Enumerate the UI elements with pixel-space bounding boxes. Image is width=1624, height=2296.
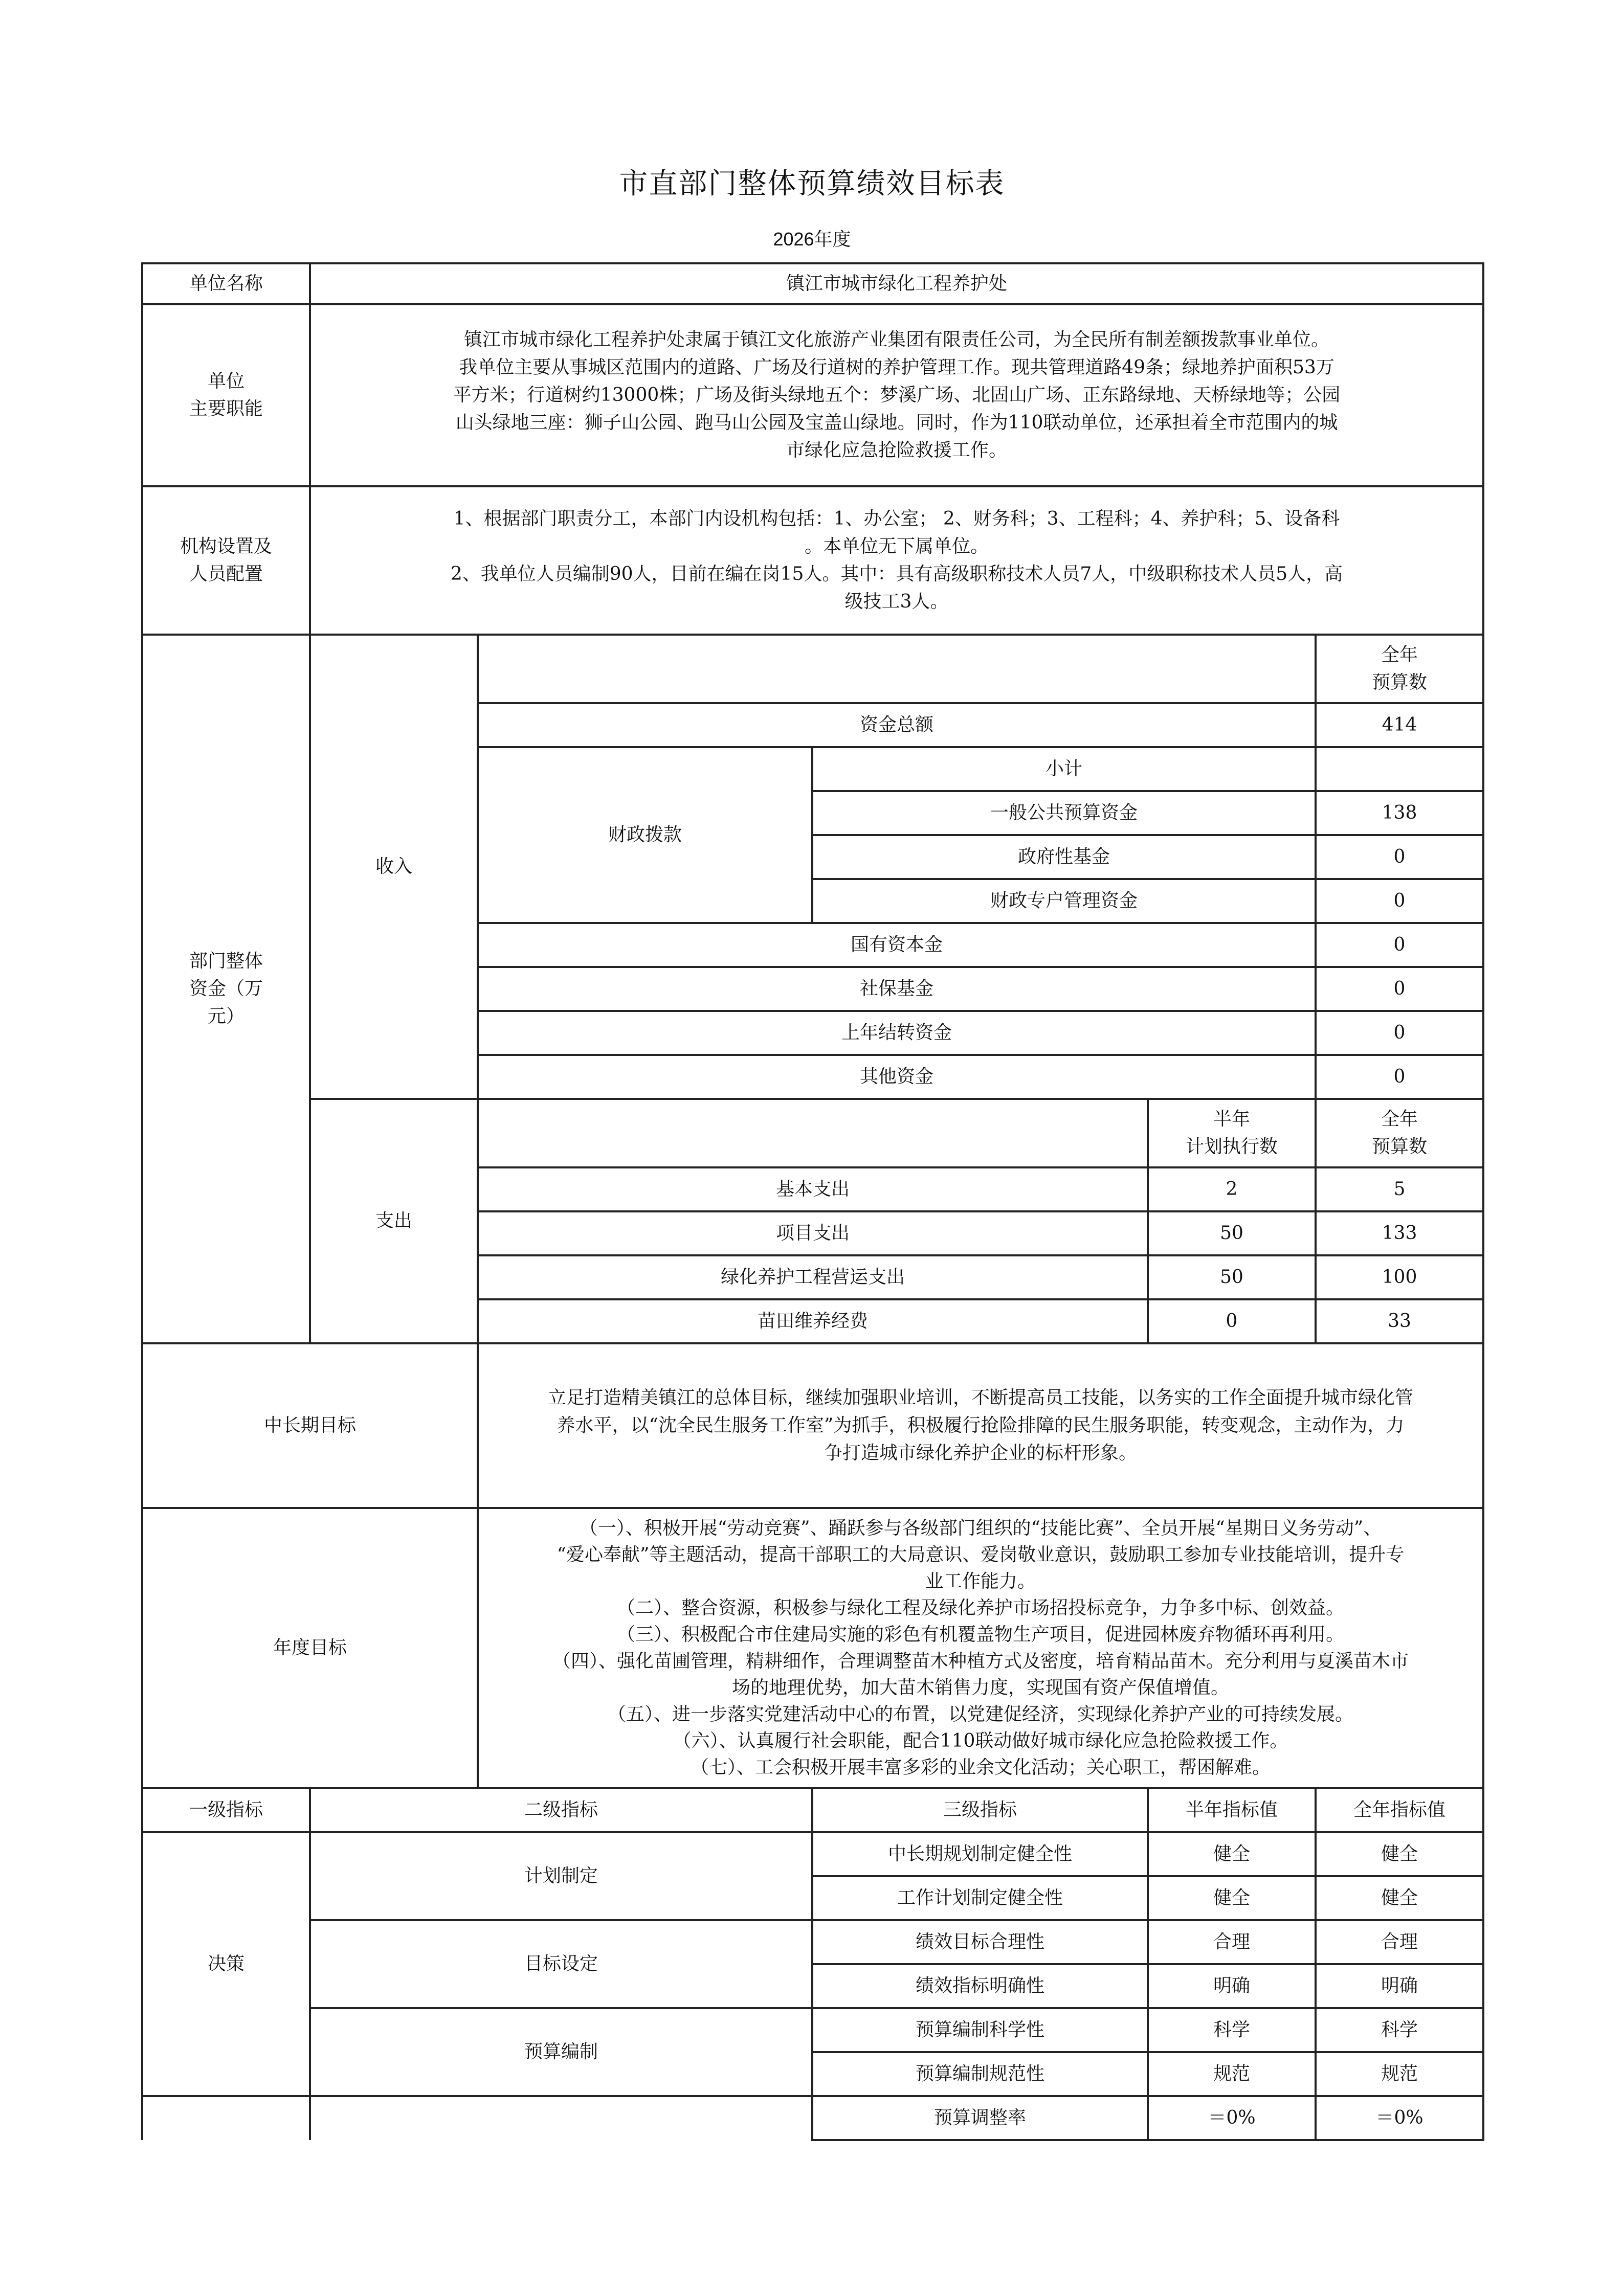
indicator-half-value: 明确	[1148, 1964, 1316, 2008]
expense-header-line: 全年	[1381, 1109, 1418, 1130]
indicator-half-value: 科学	[1148, 2008, 1316, 2052]
indicator-l3-name: 预算编制规范性	[812, 2052, 1148, 2096]
income-total-value: 414	[1316, 703, 1483, 747]
indicator-full-value: 健全	[1316, 1832, 1483, 1876]
expense-header-row	[142, 1099, 1483, 1167]
indicator-full-value: 合理	[1316, 1920, 1483, 1964]
expense-item-half: 50	[1148, 1255, 1316, 1299]
indicator-full-value: 健全	[1316, 1876, 1483, 1920]
indicator-l1-decision: 决策	[142, 1832, 310, 2096]
indicator-row	[142, 1920, 1483, 1964]
indicator-l2-group: 预算编制	[310, 2008, 812, 2096]
org-label	[142, 486, 310, 635]
indicator-l3-name: 工作计划制定健全性	[812, 1876, 1148, 1920]
indicator-l3-name: 绩效指标明确性	[812, 1964, 1148, 2008]
indicator-header-full: 全年指标值	[1316, 1788, 1483, 1832]
indicator-l3-name: 绩效目标合理性	[812, 1920, 1148, 1964]
page-title: 市直部门整体预算绩效目标表	[619, 167, 1005, 200]
expense-item-label: 苗田维养经费	[478, 1299, 1148, 1343]
indicator-full-value: 科学	[1316, 2008, 1483, 2052]
long-term-text	[478, 1343, 1483, 1508]
expense-item-full: 5	[1316, 1167, 1483, 1211]
duty-line: 山头绿地三座：狮子山公园、跑马山公园及宝盖山绿地。同时，作为110联动单位，还承担着全市范围内的城	[455, 412, 1338, 433]
income-total-label: 资金总额	[478, 703, 1316, 747]
expense-item-full: 33	[1316, 1299, 1483, 1343]
indicator-row	[142, 2008, 1483, 2052]
fiscal-item-label: 财政专户管理资金	[812, 879, 1316, 923]
indicator-header-row	[142, 1788, 1483, 1832]
annual-line: （三）、积极配合市住建局实施的彩色有机覆盖物生产项目，促进园林废弃物循环再利用。	[616, 1624, 1344, 1645]
annual-line: （六）、认真履行社会职能，配合110联动做好城市绿化应急抢险救援工作。	[673, 1730, 1288, 1751]
income-other-label: 其他资金	[478, 1055, 1316, 1099]
indicator-row	[142, 1832, 1483, 1876]
income-other-value: 0	[1316, 923, 1483, 967]
indicator-full-value: 明确	[1316, 1964, 1483, 2008]
indicator-l1-blank	[142, 2096, 310, 2140]
org-label-line: 机构设置及	[180, 536, 272, 557]
expense-item-label: 项目支出	[478, 1211, 1148, 1255]
income-header-full	[1316, 635, 1483, 703]
expense-header-line: 计划执行数	[1185, 1136, 1278, 1157]
org-label-line: 人员配置	[189, 564, 263, 584]
fiscal-item-value	[1316, 747, 1483, 791]
duty-line: 镇江市城市绿化工程养护处隶属于镇江文化旅游产业集团有限责任公司，为全民所有制差额拨款事业单位。	[463, 329, 1329, 350]
indicator-full-value: 规范	[1316, 2052, 1483, 2096]
duty-label	[142, 304, 310, 486]
annual-line: （四）、强化苗圃管理，精耕细作，合理调整苗木种植方式及密度，培育精品苗木。充分利用与夏溪苗木市	[552, 1651, 1409, 1672]
org-text	[310, 486, 1483, 635]
duty-text	[310, 304, 1483, 486]
unit-value: 镇江市城市绿化工程养护处	[310, 263, 1483, 304]
income-other-value: 0	[1316, 1011, 1483, 1055]
annual-line: （七）、工会积极开展丰富多彩的业余文化活动；关心职工，帮困解难。	[690, 1757, 1271, 1778]
expense-item-label: 基本支出	[478, 1167, 1148, 1211]
unit-label: 单位名称	[142, 263, 310, 304]
duty-line: 我单位主要从事城区范围内的道路、广场及行道树的养护管理工作。现共管理道路49条；绿地养护面积53万	[459, 357, 1334, 378]
annual-row	[142, 1508, 1483, 1788]
fiscal-label: 财政拨款	[478, 747, 812, 923]
expense-item-full: 133	[1316, 1211, 1483, 1255]
income-header-line: 预算数	[1371, 672, 1427, 693]
duty-label-line: 单位	[207, 371, 244, 392]
expense-item-half: 50	[1148, 1211, 1316, 1255]
indicator-half-value: ＝0%	[1148, 2096, 1316, 2140]
fiscal-item-label: 一般公共预算资金	[812, 791, 1316, 835]
indicator-half-value: 规范	[1148, 2052, 1316, 2096]
expense-header-half	[1148, 1099, 1316, 1167]
funds-label-line: 部门整体	[189, 951, 263, 972]
indicator-full-value: ＝0%	[1316, 2096, 1483, 2140]
org-line: 。本单位无下属单位。	[804, 536, 989, 557]
indicator-header-half: 半年指标值	[1148, 1788, 1316, 1832]
indicator-l3-name: 中长期规划制定健全性	[812, 1832, 1148, 1876]
expense-item-half: 2	[1148, 1167, 1316, 1211]
indicator-half-value: 合理	[1148, 1920, 1316, 1964]
income-header-row	[142, 635, 1483, 703]
expense-item-label: 绿化养护工程营运支出	[478, 1255, 1148, 1299]
income-header-blank	[478, 635, 1316, 703]
annual-text	[478, 1508, 1483, 1788]
indicator-l3-name: 预算编制科学性	[812, 2008, 1148, 2052]
duty-line: 市绿化应急抢险救援工作。	[786, 440, 1007, 461]
long-term-line: 争打造城市绿化养护企业的标杆形象。	[824, 1443, 1137, 1464]
long-term-label: 中长期目标	[142, 1343, 478, 1508]
duty-row	[142, 304, 1483, 486]
income-label: 收入	[310, 635, 478, 1099]
expense-header-blank	[478, 1099, 1148, 1167]
expense-item-half: 0	[1148, 1299, 1316, 1343]
fiscal-item-value: 138	[1316, 791, 1483, 835]
org-line: 1、根据部门职责分工，本部门内设机构包括：1、办公室； 2、财务科；3、工程科；4、养护科；5、设备科	[453, 508, 1340, 529]
duty-line: 平方米；行道树约13000株；广场及街头绿地五个：梦溪广场、北固山广场、正东路绿地、天桥绿地等；公园	[453, 385, 1341, 406]
annual-line: （二）、整合资源，积极参与绿化工程及绿化养护市场招投标竞争，力争多中标、创效益。	[616, 1597, 1344, 1618]
annual-line: （一）、积极开展“劳动竞赛”、踊跃参与各级部门组织的“技能比赛”、全员开展“星期日义务劳动”、	[579, 1518, 1382, 1539]
long-term-row	[142, 1343, 1483, 1508]
indicator-half-value: 健全	[1148, 1832, 1316, 1876]
indicator-header-l1: 一级指标	[142, 1788, 310, 1832]
unit-row	[142, 263, 1483, 304]
annual-label: 年度目标	[142, 1508, 478, 1788]
fiscal-item-value: 0	[1316, 879, 1483, 923]
income-other-label: 上年结转资金	[478, 1011, 1316, 1055]
org-line: 2、我单位人员编制90人，目前在编在岗15人。其中：具有高级职称技术人员7人，中级职称技术人员5人，高	[450, 564, 1343, 584]
fiscal-year: 2026年度	[773, 229, 851, 250]
indicator-l2-group: 计划制定	[310, 1832, 812, 1920]
fiscal-item-label: 政府性基金	[812, 835, 1316, 879]
fiscal-item-value: 0	[1316, 835, 1483, 879]
org-line: 级技工3人。	[844, 591, 949, 612]
indicator-l3-name: 预算调整率	[812, 2096, 1148, 2140]
expense-header-line: 半年	[1213, 1109, 1250, 1130]
indicator-header-l2: 二级指标	[310, 1788, 812, 1832]
expense-label: 支出	[310, 1099, 478, 1343]
fiscal-item-label: 小计	[812, 747, 1316, 791]
expense-header-line: 预算数	[1371, 1136, 1427, 1157]
funds-label-line: 资金（万	[189, 978, 263, 999]
income-other-value: 0	[1316, 967, 1483, 1011]
long-term-line: 养水平，以“沈全民生服务工作室”为抓手，积极履行抢险排障的民生服务职能，转变观念，主动作为，力	[557, 1415, 1405, 1436]
indicator-header-l3: 三级指标	[812, 1788, 1148, 1832]
funds-label	[142, 635, 310, 1343]
annual-line: 业工作能力。	[925, 1571, 1036, 1592]
org-row	[142, 486, 1483, 635]
budget-performance-table	[141, 262, 1484, 2141]
annual-line: 场的地理优势，加大苗木销售力度，实现国有资产保值增值。	[731, 1677, 1229, 1698]
indicator-l2-group: 目标设定	[310, 1920, 812, 2008]
annual-line: “爱心奉献”等主题活动，提高干部职工的大局意识、爱岗敬业意识，鼓励职工参加专业技能培训，提升专	[557, 1544, 1405, 1565]
income-header-line: 全年	[1381, 644, 1418, 665]
income-other-value: 0	[1316, 1055, 1483, 1099]
annual-line: （五）、进一步落实党建活动中心的布置，以党建促经济，实现绿化养护产业的可持续发展。	[607, 1704, 1353, 1725]
expense-item-full: 100	[1316, 1255, 1483, 1299]
duty-label-line: 主要职能	[189, 398, 263, 419]
long-term-line: 立足打造精美镇江的总体目标，继续加强职业培训，不断提高员工技能，以务实的工作全面提升城市绿化管	[547, 1387, 1413, 1408]
indicator-half-value: 健全	[1148, 1876, 1316, 1920]
expense-header-full	[1316, 1099, 1483, 1167]
indicator-l2-blank	[310, 2096, 812, 2140]
income-other-label: 社保基金	[478, 967, 1316, 1011]
indicator-row	[142, 2096, 1483, 2140]
income-other-label: 国有资本金	[478, 923, 1316, 967]
funds-label-line: 元）	[207, 1006, 244, 1027]
